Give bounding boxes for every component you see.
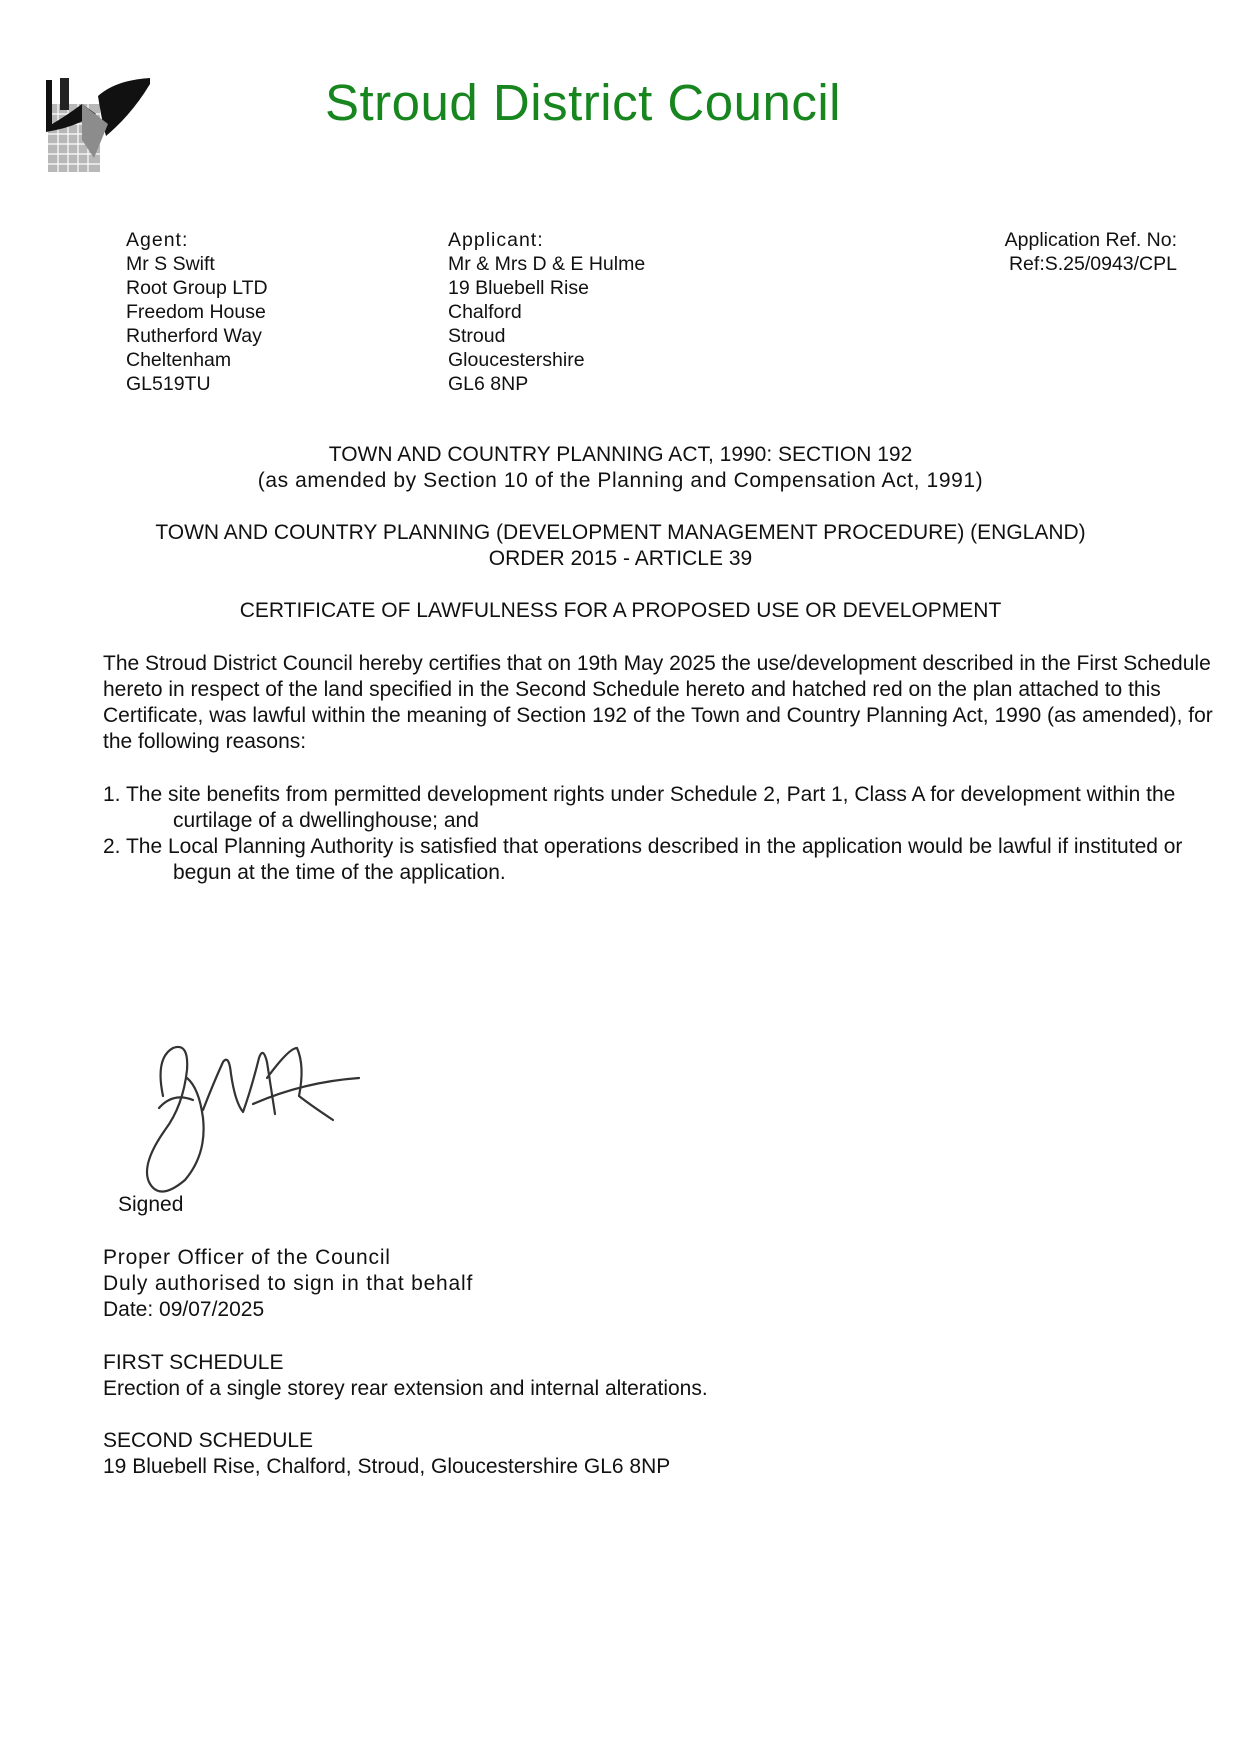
application-ref-value: Ref:S.25/0943/CPL	[1008, 253, 1177, 275]
reason-item: 1. The site benefits from permitted development rights under Schedule 2, Part 1, Class A for development within the curtilage of a dwellinghouse; and	[103, 783, 1176, 832]
signed-label: Signed	[118, 1193, 184, 1216]
applicant-address-block	[448, 228, 645, 396]
reason-item: 2. The Local Planning Authority is satisfied that operations described in the application would be lawful if instituted or begun at the time of the application.	[103, 835, 1183, 884]
council-logo-icon	[46, 74, 150, 174]
applicant-heading: Applicant:	[448, 229, 544, 251]
officer-block	[103, 1245, 473, 1323]
application-ref-block	[1005, 228, 1177, 276]
certificate-body: The Stroud District Council hereby certifies that on 19th May 2025 the use/development described in the First Schedule hereto in respect of the land specified in the Second Schedule hereto and hatched red on the plan attached to this Certificate, was lawful within the meaning of Section 192 of the Town and Country Planning Act, 1990 (as amended), for the following reasons:	[103, 652, 1213, 753]
second-schedule	[103, 1428, 670, 1480]
agent-address-block	[126, 228, 268, 396]
reasons-list	[103, 782, 1213, 886]
order-article: ORDER 2015 - ARTICLE 39	[488, 547, 753, 570]
applicant-line: 19 Bluebell Rise	[448, 277, 589, 299]
first-schedule-text: Erection of a single storey rear extension and internal alterations.	[103, 1377, 708, 1400]
certificate-title: CERTIFICATE OF LAWFULNESS FOR A PROPOSED USE OR DEVELOPMENT	[239, 599, 1002, 622]
second-schedule-heading: SECOND SCHEDULE	[103, 1429, 314, 1452]
council-title: Stroud District Council	[325, 74, 841, 131]
first-schedule	[103, 1350, 708, 1402]
order-heading: TOWN AND COUNTRY PLANNING (DEVELOPMENT MANAGEMENT PROCEDURE) (ENGLAND)	[155, 521, 1086, 544]
agent-line: Cheltenham	[126, 349, 232, 371]
officer-title: Proper Officer of the Council	[103, 1246, 391, 1269]
applicant-line: Chalford	[448, 301, 522, 323]
applicant-line: GL6 8NP	[448, 373, 529, 395]
applicant-line: Mr & Mrs D & E Hulme	[448, 253, 646, 275]
officer-authority: Duly authorised to sign in that behalf	[103, 1272, 474, 1295]
agent-heading: Agent:	[126, 229, 189, 251]
act-heading: TOWN AND COUNTRY PLANNING ACT, 1990: SECTION 192	[328, 443, 913, 466]
agent-line: Root Group LTD	[126, 277, 268, 299]
agent-line: Freedom House	[126, 301, 266, 323]
first-schedule-heading: FIRST SCHEDULE	[103, 1351, 284, 1374]
applicant-line: Stroud	[448, 325, 506, 347]
agent-line: Mr S Swift	[126, 253, 215, 275]
handwritten-signature	[103, 1018, 373, 1198]
agent-line: GL519TU	[126, 373, 211, 395]
signature-date: Date: 09/07/2025	[103, 1298, 265, 1321]
application-ref-heading: Application Ref. No:	[1004, 229, 1177, 251]
act-amendment: (as amended by Section 10 of the Planning and Compensation Act, 1991)	[257, 469, 984, 492]
agent-line: Rutherford Way	[126, 325, 262, 347]
second-schedule-text: 19 Bluebell Rise, Chalford, Stroud, Gloucestershire GL6 8NP	[103, 1455, 671, 1478]
applicant-line: Gloucestershire	[448, 349, 585, 371]
